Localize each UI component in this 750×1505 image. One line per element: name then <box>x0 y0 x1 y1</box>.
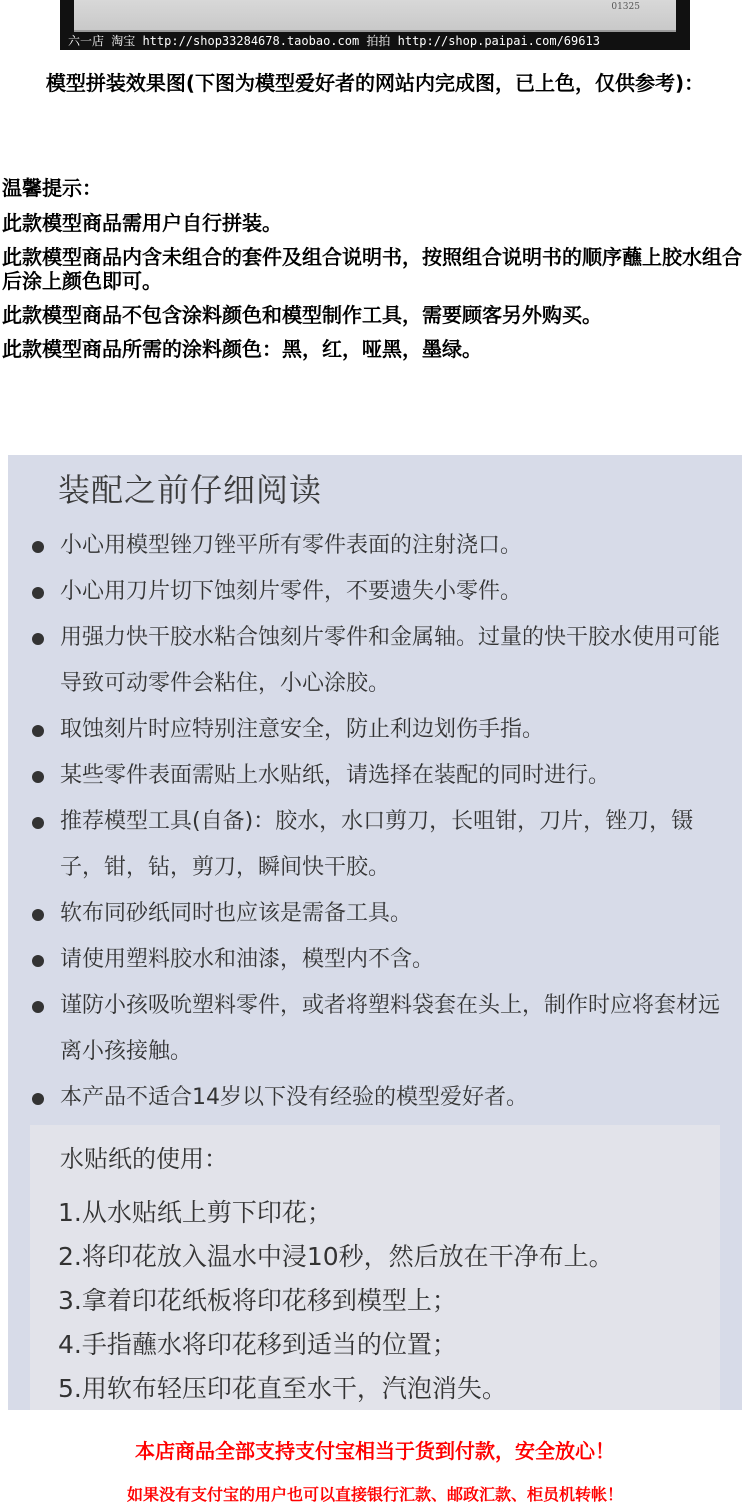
list-item <box>28 799 728 891</box>
bullet-icon <box>32 955 44 967</box>
bullet-icon <box>32 725 44 737</box>
list-item <box>28 569 728 615</box>
payment-notice: 本店商品全部支持支付宝相当于货到付款，安全放心！ <box>135 1439 615 1463</box>
bullet-icon <box>32 771 44 783</box>
tips-section <box>2 175 748 371</box>
list-item <box>28 983 728 1075</box>
list-item <box>28 753 728 799</box>
model-photo-edge <box>74 0 676 32</box>
intro-heading: 模型拼装效果图(下图为模型爱好者的网站内完成图，已上色，仅供参考)： <box>45 71 705 95</box>
bullet-icon <box>32 1093 44 1105</box>
list-item-text: 推荐模型工具(自备)：胶水，水口剪刀，长咀钳，刀片，锉刀，镊子，钳，钻，剪刀，瞬间快干胶。 <box>60 809 694 880</box>
sheet-title: 装配之前仔细阅读 <box>58 471 323 509</box>
list-item-text: 谨防小孩吸吮塑料零件，或者将塑料袋套在头上，制作时应将套材远离小孩接触。 <box>60 993 721 1064</box>
photo-number: 01325 <box>611 2 640 12</box>
list-item <box>28 615 728 707</box>
instruction-sheet <box>8 455 742 1410</box>
bullet-icon <box>32 817 44 829</box>
tips-title: 温馨提示： <box>2 176 102 200</box>
top-banner <box>60 0 690 50</box>
decal-step: 5.用软布轻压印花直至水干，汽泡消失。 <box>58 1374 507 1403</box>
bullet-icon <box>32 1001 44 1013</box>
decal-steps <box>58 1191 614 1411</box>
bullet-icon <box>32 633 44 645</box>
list-item-text: 软布同砂纸同时也应该是需备工具。 <box>60 901 413 926</box>
tip-item: 此款模型商品内含未组合的套件及组合说明书，按照组合说明书的顺序蘸上胶水组合后涂上颜色即可。 <box>2 245 742 293</box>
list-item <box>28 523 728 569</box>
list-item-text: 小心用模型锉刀锉平所有零件表面的注射浇口。 <box>60 533 523 558</box>
list-item-text: 请使用塑料胶水和油漆，模型内不含。 <box>60 947 435 972</box>
shop-url-line: 六一店 淘宝 http://shop33284678.taobao.com 拍拍 http://shop.paipai.com/69613 <box>68 34 600 48</box>
tip-item: 此款模型商品需用户自行拼装。 <box>2 211 282 235</box>
payment-alternatives: 如果没有支付宝的用户也可以直接银行汇款、邮政汇款、柜员机转帐！ <box>126 1485 623 1504</box>
bullet-icon <box>32 587 44 599</box>
decal-step: 2.将印花放入温水中浸10秒，然后放在干净布上。 <box>58 1242 614 1271</box>
list-item <box>28 1075 728 1121</box>
decal-step: 1.从水贴纸上剪下印花； <box>58 1198 332 1227</box>
list-item <box>28 891 728 937</box>
assembly-notes-list <box>28 523 728 1121</box>
list-item-text: 用强力快干胶水粘合蚀刻片零件和金属轴。过量的快干胶水使用可能导致可动零件会粘住，小心涂胶。 <box>60 625 721 696</box>
list-item-text: 取蚀刻片时应特别注意安全，防止利边划伤手指。 <box>60 717 545 742</box>
tip-item: 此款模型商品所需的涂料颜色：黑，红，哑黑，墨绿。 <box>2 337 482 361</box>
decal-title: 水贴纸的使用： <box>60 1145 228 1173</box>
list-item-text: 本产品不适合14岁以下没有经验的模型爱好者。 <box>60 1085 528 1110</box>
list-item-text: 小心用刀片切下蚀刻片零件，不要遗失小零件。 <box>60 579 523 604</box>
decal-step: 3.拿着印花纸板将印花移到模型上； <box>58 1286 457 1315</box>
decal-instructions <box>30 1125 720 1410</box>
list-item <box>28 707 728 753</box>
list-item <box>28 937 728 983</box>
decal-step: 4.手指蘸水将印花移到适当的位置； <box>58 1330 457 1359</box>
tip-item: 此款模型商品不包含涂料颜色和模型制作工具，需要顾客另外购买。 <box>2 303 602 327</box>
bullet-icon <box>32 541 44 553</box>
list-item-text: 某些零件表面需贴上水贴纸，请选择在装配的同时进行。 <box>60 763 611 788</box>
bullet-icon <box>32 909 44 921</box>
